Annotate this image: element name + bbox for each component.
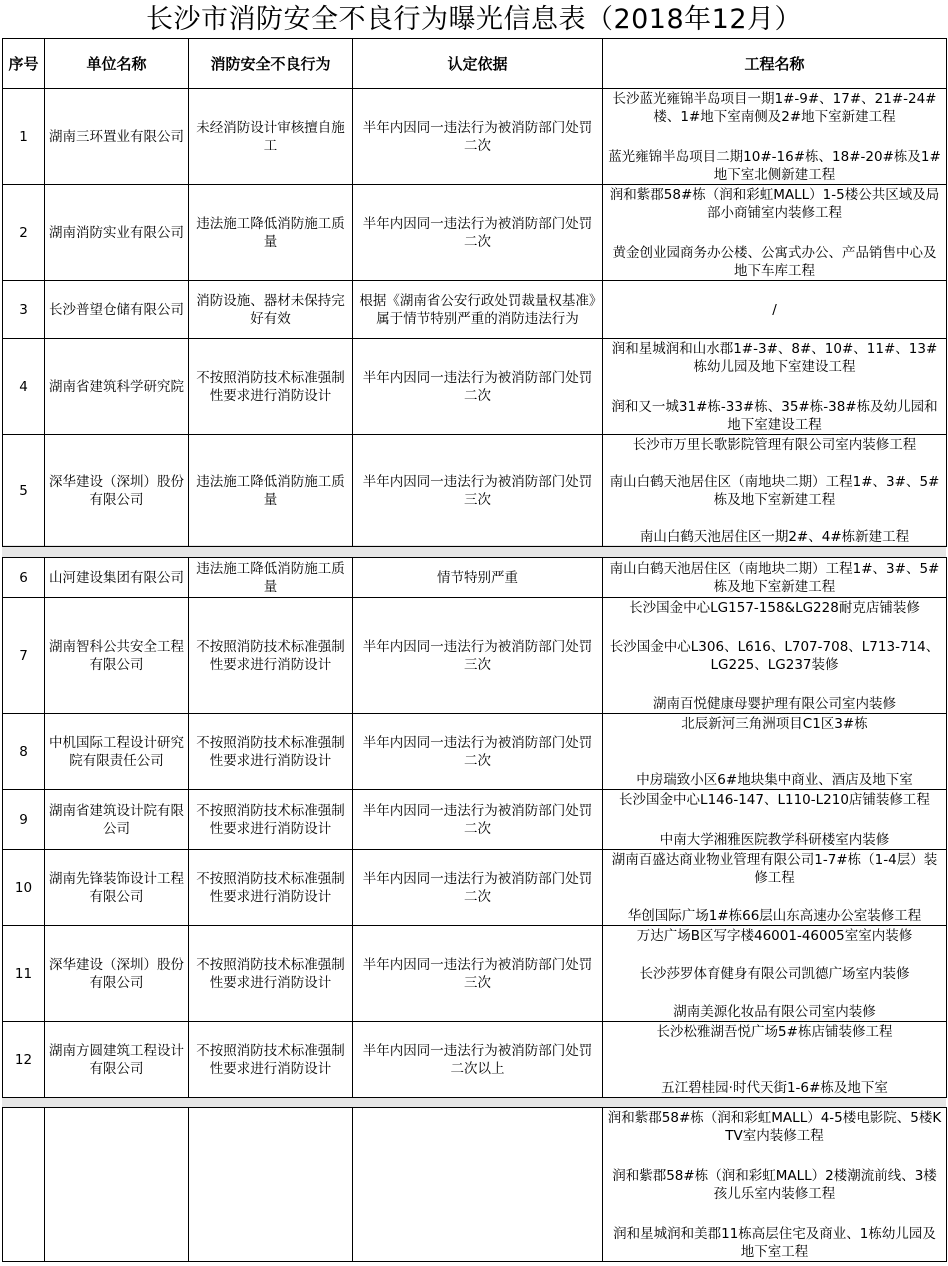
determination-basis [353, 1108, 603, 1262]
table-block-1 [2, 38, 947, 547]
project-names [603, 714, 947, 790]
table-row [3, 558, 947, 598]
bad-behavior: 违法施工降低消防施工质量 [189, 558, 353, 598]
project-names [603, 185, 947, 281]
project-item: 长沙国金中心L306、L616、L707-708、L713-714、LG225、LG237装修 [609, 638, 940, 673]
row-number: 11 [3, 926, 45, 1022]
table-block-3 [2, 1107, 947, 1262]
bad-behavior: 违法施工降低消防施工质量 [189, 185, 353, 281]
row-number [3, 1108, 45, 1262]
row-number: 7 [3, 598, 45, 714]
determination-basis: 半年内因同一违法行为被消防部门处罚二次 [353, 790, 603, 850]
bad-behavior: 不按照消防技术标准强制性要求进行消防设计 [189, 714, 353, 790]
determination-basis: 半年内因同一违法行为被消防部门处罚二次以上 [353, 1022, 603, 1098]
bad-behavior: 不按照消防技术标准强制性要求进行消防设计 [189, 598, 353, 714]
unit-name: 深华建设（深圳）股份有限公司 [45, 435, 189, 547]
project-item: 南山白鹤天池居住区（南地块二期）工程1#、3#、5#栋及地下室新建工程 [609, 473, 940, 508]
table-row [3, 926, 947, 1022]
table-row [3, 89, 947, 185]
determination-basis: 半年内因同一违法行为被消防部门处罚二次 [353, 339, 603, 435]
table-row [3, 339, 947, 435]
unit-name: 湖南消防实业有限公司 [45, 185, 189, 281]
row-number: 9 [3, 790, 45, 850]
unit-name: 湖南先锋装饰设计工程有限公司 [45, 850, 189, 926]
row-number: 4 [3, 339, 45, 435]
header-row [3, 39, 947, 89]
project-item: 润和星城润和美郡11栋高层住宅及商业、1栋幼儿园及地下室工程 [613, 1225, 936, 1260]
row-number: 10 [3, 850, 45, 926]
project-names [603, 339, 947, 435]
bad-behavior: 不按照消防技术标准强制性要求进行消防设计 [189, 1022, 353, 1098]
determination-basis: 半年内因同一违法行为被消防部门处罚二次 [353, 89, 603, 185]
unit-name: 湖南智科公共安全工程有限公司 [45, 598, 189, 714]
unit-name: 湖南三环置业有限公司 [45, 89, 189, 185]
header-unit: 单位名称 [45, 39, 189, 89]
table-row [3, 1108, 947, 1262]
unit-name: 深华建设（深圳）股份有限公司 [45, 926, 189, 1022]
determination-basis: 情节特别严重 [353, 558, 603, 598]
header-behavior: 消防安全不良行为 [189, 39, 353, 89]
row-number: 1 [3, 89, 45, 185]
unit-name: 湖南省建筑设计院有限公司 [45, 790, 189, 850]
project-item: 五江碧桂园·时代天街1-6#栋及地下室 [661, 1079, 888, 1096]
project-item: 南山白鹤天池居住区（南地块二期）工程1#、3#、5#栋及地下室新建工程 [609, 560, 940, 595]
bad-behavior: 违法施工降低消防施工质量 [189, 435, 353, 547]
project-item: 润和又一城31#栋-33#栋、35#栋-38#栋及幼儿园和地下室建设工程 [611, 398, 938, 433]
row-number: 8 [3, 714, 45, 790]
project-names [603, 281, 947, 339]
bad-behavior: 未经消防设计审核擅自施工 [189, 89, 353, 185]
row-number: 6 [3, 558, 45, 598]
unit-name: 长沙普望仓储有限公司 [45, 281, 189, 339]
project-item: 湖南百悦健康母婴护理有限公司室内装修 [653, 695, 896, 712]
header-no: 序号 [3, 39, 45, 89]
project-item: 湖南美源化妆品有限公司室内装修 [673, 1003, 876, 1020]
table-row [3, 790, 947, 850]
project-item: 黄金创业园商务办公楼、公寓式办公、产品销售中心及地下车库工程 [612, 244, 937, 279]
row-number: 2 [3, 185, 45, 281]
unit-name: 山河建设集团有限公司 [45, 558, 189, 598]
header-basis: 认定依据 [353, 39, 603, 89]
row-number: 3 [3, 281, 45, 339]
project-item: 中南大学湘雅医院教学科研楼室内装修 [659, 831, 890, 848]
project-item: 蓝光雍锦半岛项目二期10#-16#栋、18#-20#栋及1#地下室北侧新建工程 [608, 148, 941, 183]
project-item: 长沙松雅湖吾悦广场5#栋店铺装修工程 [656, 1023, 893, 1040]
row-number: 12 [3, 1022, 45, 1098]
project-item: 润和紫郡58#栋（润和彩虹MALL）2楼潮流前线、3楼孩儿乐室内装修工程 [612, 1167, 937, 1202]
determination-basis: 半年内因同一违法行为被消防部门处罚三次 [353, 435, 603, 547]
project-item: 润和紫郡58#栋（润和彩虹MALL）1-5楼公共区域及局部小商铺室内装修工程 [609, 186, 940, 221]
bad-behavior: 消防设施、器材未保持完好有效 [189, 281, 353, 339]
unit-name: 湖南省建筑科学研究院 [45, 339, 189, 435]
table-row [3, 1022, 947, 1098]
project-item: 北辰新河三角洲项目C1区3#栋 [681, 715, 868, 732]
table-row [3, 185, 947, 281]
bad-behavior: 不按照消防技术标准强制性要求进行消防设计 [189, 339, 353, 435]
project-item: 万达广场B区写字楼46001-46005室室内装修 [636, 927, 913, 944]
project-item: 润和紫郡58#栋（润和彩虹MALL）4-5楼电影院、5楼KTV室内装修工程 [607, 1109, 942, 1144]
determination-basis: 根据《湖南省公安行政处罚裁量权基准》属于情节特别严重的消防违法行为 [353, 281, 603, 339]
page-title: 长沙市消防安全不良行为曝光信息表（2018年12月） [145, 4, 803, 35]
bad-behavior: 不按照消防技术标准强制性要求进行消防设计 [189, 850, 353, 926]
table-row [3, 714, 947, 790]
project-names [603, 558, 947, 598]
project-item: 润和星城润和山水郡1#-3#、8#、10#、11#、13#栋幼儿园及地下室建设工程 [611, 340, 938, 375]
project-names [603, 790, 947, 850]
unit-name: 湖南方圆建筑工程设计有限公司 [45, 1022, 189, 1098]
determination-basis: 半年内因同一违法行为被消防部门处罚二次 [353, 850, 603, 926]
project-item: 南山白鹤天池居住区一期2#、4#栋新建工程 [639, 528, 910, 545]
bad-behavior [189, 1108, 353, 1262]
project-item: 华创国际广场1#栋66层山东高速办公室装修工程 [627, 907, 922, 924]
table-row [3, 850, 947, 926]
project-item: 长沙市万里长歌影院管理有限公司室内装修工程 [632, 436, 917, 453]
project-item: / [772, 301, 777, 318]
project-names [603, 598, 947, 714]
project-names [603, 435, 947, 547]
determination-basis: 半年内因同一违法行为被消防部门处罚三次 [353, 926, 603, 1022]
bad-behavior: 不按照消防技术标准强制性要求进行消防设计 [189, 926, 353, 1022]
project-item: 中房瑞致小区6#地块集中商业、酒店及地下室 [636, 771, 913, 788]
project-names [603, 89, 947, 185]
header-project: 工程名称 [603, 39, 947, 89]
determination-basis: 半年内因同一违法行为被消防部门处罚二次 [353, 714, 603, 790]
unit-name: 中机国际工程设计研究院有限责任公司 [45, 714, 189, 790]
project-item: 长沙国金中心L146-147、L110-L210店铺装修工程 [619, 791, 930, 808]
project-names [603, 1022, 947, 1098]
table-row [3, 281, 947, 339]
bad-behavior: 不按照消防技术标准强制性要求进行消防设计 [189, 790, 353, 850]
project-names [603, 926, 947, 1022]
project-names [603, 850, 947, 926]
project-item: 湖南百盛达商业物业管理有限公司1-7#栋（1-4层）装修工程 [611, 851, 938, 886]
determination-basis: 半年内因同一违法行为被消防部门处罚三次 [353, 598, 603, 714]
row-number: 5 [3, 435, 45, 547]
determination-basis: 半年内因同一违法行为被消防部门处罚二次 [353, 185, 603, 281]
table-block-2 [2, 557, 947, 1098]
project-item: 长沙国金中心LG157-158&LG228耐克店铺装修 [629, 599, 920, 616]
project-names [603, 1108, 947, 1262]
table-row [3, 435, 947, 547]
table-row [3, 598, 947, 714]
unit-name [45, 1108, 189, 1262]
page-break-separator [2, 1097, 946, 1107]
project-item: 长沙莎罗体育健身有限公司凯德广场室内装修 [639, 965, 910, 982]
project-item: 长沙蓝光雍锦半岛项目一期1#-9#、17#、21#-24#楼、1#地下室南侧及2#地下室新建工程 [612, 90, 937, 125]
